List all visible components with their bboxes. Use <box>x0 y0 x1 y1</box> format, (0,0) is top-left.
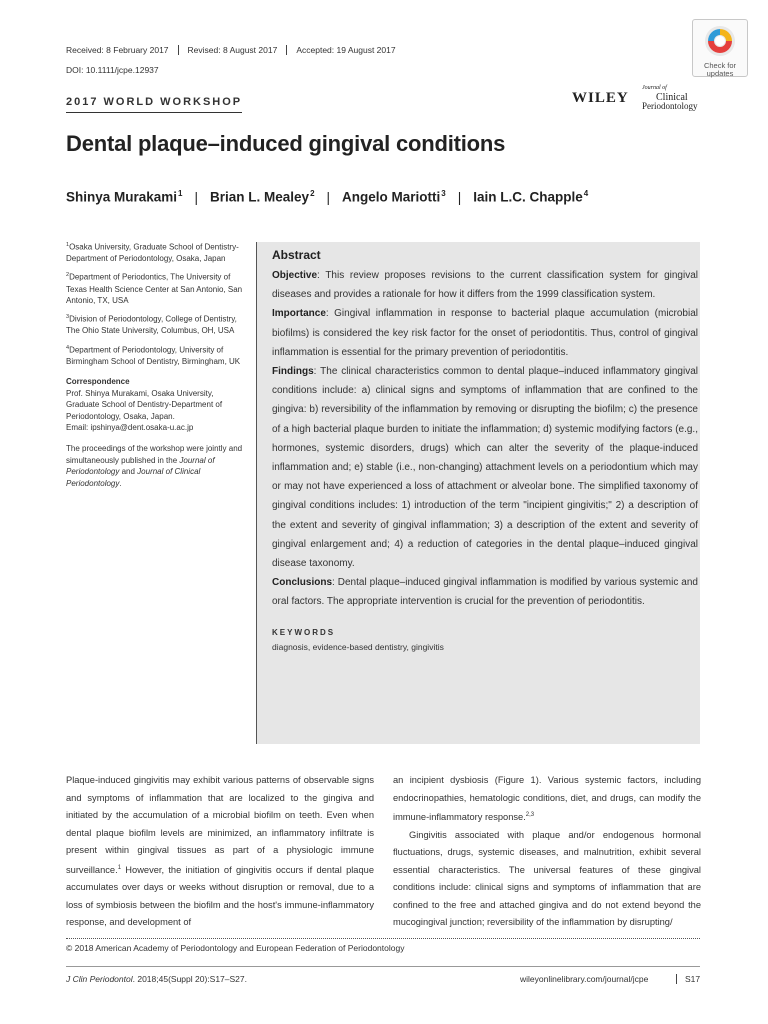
keywords-list: diagnosis, evidence-based dentistry, gingivitis <box>272 641 444 652</box>
abstract-importance: Importance: Gingival inflammation in response to bacterial plaque accumulation (microbial biofilms) is considered the key risk factor for the onset of periodontitis. Thus, control of gingival inflammation is essential for the primary prevention of periodontitis. <box>272 308 698 358</box>
correspondence-details: Prof. Shinya Murakami, Osaka University, Graduate School of Dentistry-Department of Periodontology, Osaka, Japan. Email: ipshinya@dent.osaka-u.ac.jp <box>66 388 248 434</box>
affiliation: $^1$Osaka University, Graduate School of Dentistry-Department of Periodontology, Osaka, Japan <box>66 242 239 264</box>
revised-date: Revised: 8 August 2017 <box>178 45 287 55</box>
journal-logo: Journal of Clinical Periodontology <box>642 85 698 111</box>
author-name[interactable]: Brian L. Mealey$^2$ <box>210 189 315 205</box>
abstract-box <box>256 242 700 744</box>
copyright-notice: © 2018 American Academy of Periodontology and European Federation of Periodontology <box>66 943 405 953</box>
affiliation: $^3$Division of Periodontology, College of Dentistry, The Ohio State University, Columbus, OH, USA <box>66 314 237 336</box>
check-updates-label: Check for updates <box>703 61 737 78</box>
check-for-updates-button[interactable] <box>692 19 748 77</box>
author-name[interactable]: Angelo Mariotti$^3$ <box>342 189 446 205</box>
article-title: Dental plaque–induced gingival conditions <box>66 131 506 156</box>
crossmark-icon <box>704 25 736 57</box>
correspondence-heading: Correspondence <box>66 377 130 387</box>
author-separator: | <box>326 189 331 205</box>
body-paragraph: Gingivitis associated with plaque and/or endogenous hormonal fluctuations, drugs, systemic diseases, and malnutrition, exhibit several essential characteristics. The universal features of these gingival conditions include: clinical signs and symptoms of inflammation that are confined to the free and attached gingiva and do not extend beyond the mucogingival junction; reversibility of the inflammation by disrupting/ <box>393 829 701 928</box>
abstract-heading: Abstract <box>272 248 321 262</box>
wiley-logo: WILEY <box>572 90 629 106</box>
body-column-left <box>66 772 374 932</box>
citation-ref[interactable]: 1 <box>117 864 122 871</box>
received-date: Received: 8 February 2017 <box>66 45 169 55</box>
author-separator: | <box>194 189 199 205</box>
author-info-sidebar <box>66 240 248 489</box>
page-number: S17 <box>676 974 700 984</box>
body-paragraph: Plaque-induced gingivitis may exhibit various patterns of observable signs and symptoms of inflammation that are localized to the gingiva and initiated by the accumulation of a microbial biofilm on teeth. Even when dental plaque biofilm levels are minimized, an inflammatory infiltrate is present within gingival tissues as part of a physiologic immune surveillance.$^1$ However, the initiation of gingivitis occurs if dental plaque accumulates over days or weeks without disruption or removal, due to a loss of symbiosis between the biofilm and the host's immune-inflammatory response, and development of <box>66 775 374 928</box>
citation-ref[interactable]: 2,3 <box>525 812 535 818</box>
doi[interactable]: DOI: 10.1111/jcpe.12937 <box>66 65 159 75</box>
abstract-conclusions: Conclusions: Dental plaque–induced gingival inflammation is modified by various systemic and oral factors. The appropriate intervention is crucial for the prevention of periodontitis. <box>272 577 698 608</box>
author-name[interactable]: Iain L.C. Chapple$^4$ <box>473 189 589 205</box>
footer-rule <box>66 966 700 967</box>
keywords-heading: KEYWORDS <box>272 627 336 637</box>
section-label: 2017 WORLD WORKSHOP <box>66 96 242 113</box>
affiliation: $^4$Department of Periodontology, University of Birmingham School of Dentistry, Birmingham, UK <box>66 344 241 366</box>
proceedings-note: The proceedings of the workshop were jointly and simultaneously published in the Journal of Periodontology and Journal of Clinical Periodontology. <box>66 444 243 488</box>
author-name[interactable]: Shinya Murakami$^1$ <box>66 189 183 205</box>
footer-divider <box>66 938 700 939</box>
abstract-findings: Findings: The clinical characteristics common to dental plaque–induced inflammatory gingival conditions include: a) clinical signs and symptoms of inflammation that are confined to the gingiva: b) reversibility of the inflammation by removing or disrupting the biofilm; c) the presence of a high bacterial plaque burden to initiate the inflammation; d) systemic modifying factors (e.g., hormones, systemic disorders, drugs) which can alter the severity of the plaque-induced inflammation and; e) stable (i.e., non-changing) attachment levels on a periodontium which may or may not have experienced a loss of attachment or alveolar bone. The simplified taxonomy of gingival conditions includes: 1) introduction of the term "incipient gingivitis;" 2) a description of the extent and severity of gingival inflammation; 3) a description of the extent and severity of gingival enlargement and; 4) a reduction of categories in the dental plaque–induced gingival disease taxonomy. <box>272 366 698 570</box>
journal-citation: J Clin Periodontol. 2018;45(Suppl 20):S17–S27. <box>66 974 247 984</box>
author-separator: | <box>457 189 462 205</box>
accepted-date: Accepted: 19 August 2017 <box>286 45 404 55</box>
author-list <box>66 189 588 205</box>
body-column-right <box>393 772 701 932</box>
email-link[interactable]: Email: ipshinya@dent.osaka-u.ac.jp <box>66 422 194 432</box>
article-history <box>66 45 405 55</box>
affiliation: $^2$Department of Periodontics, The University of Texas Health Science Center at San Antonio, San Antonio, TX, USA <box>66 272 243 305</box>
journal-website-link[interactable]: wileyonlinelibrary.com/journal/jcpe <box>520 974 649 984</box>
body-paragraph: an incipient dysbiosis (Figure 1). Various systemic factors, including endocrinopathies, hematologic conditions, diet, and drugs, can modify the immune-inflammatory response.$^{2,3}$ <box>393 775 701 823</box>
abstract-objective: Objective: This review proposes revisions to the current classification system for gingival diseases and provides a rationale for how it differs from the 1999 classification system. <box>272 270 698 301</box>
